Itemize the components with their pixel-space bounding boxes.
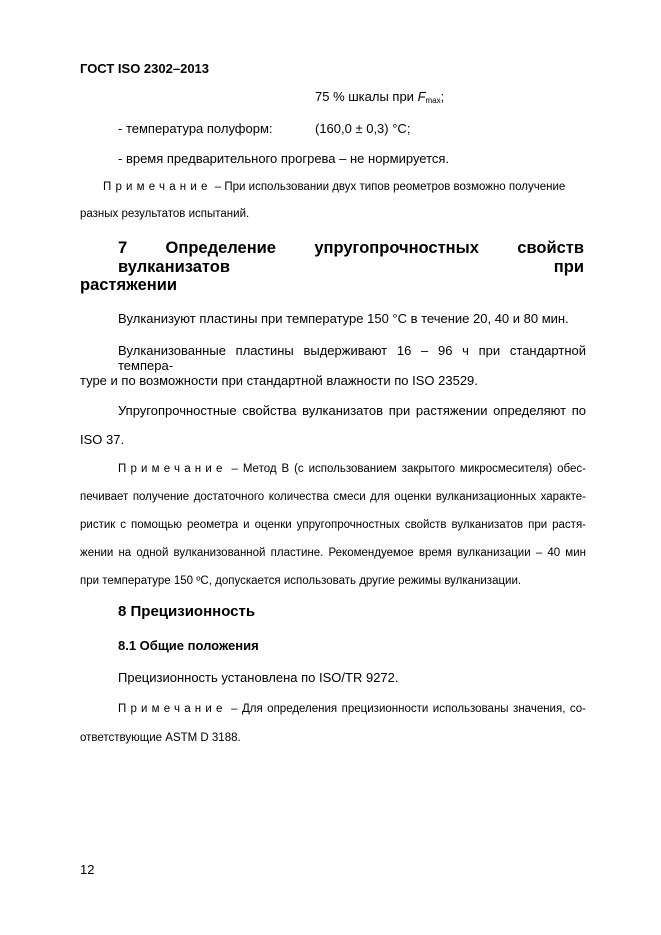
section-8-1-heading: 8.1 Общие положения: [118, 638, 259, 653]
page-number: 12: [80, 862, 95, 877]
section-7-note-text: – Метод В (с использованием закрытого микросмесителя) обес-: [231, 463, 586, 475]
section-8-note-text: – Для определения прецизионности использованы значения, со-: [231, 703, 586, 715]
section-7-paragraph-2: Вулканизованные пластины выдерживают 16 – 96 ч при стандартной темпера-: [118, 343, 586, 373]
section-7-heading-cont: растяжении: [80, 276, 178, 294]
section-7-note-label: Примечание: [118, 463, 227, 475]
scale-line-var: F: [417, 89, 426, 104]
temp-label: - температура полуформ:: [118, 121, 273, 136]
section-7-note-line-5: при температуре 150 ºС, допускается использовать другие режимы вулканизации.: [80, 575, 522, 587]
note-1-text: – При использовании двух типов реометров возможно получение: [214, 181, 566, 193]
section-7-note-line-1: [118, 463, 586, 475]
section-8-paragraph-1: Прецизионность установлена по ISO/TR 9272.: [118, 670, 399, 685]
preheat-text: - время предварительного прогрева – не нормируется.: [118, 151, 450, 166]
section-8-note-line-1: [118, 703, 586, 715]
scale-line-prefix: 75 % шкалы при: [315, 89, 418, 104]
section-7-note-line-3: ристик с помощью реометра и оценки упругопрочностных свойств вулканизатов при растя-: [80, 519, 586, 531]
section-7-note-line-2: печивает получение достаточного количества смеси для оценки вулканизационных характе-: [80, 491, 586, 503]
section-7-paragraph-3: Упругопрочностные свойства вулканизатов при растяжении определяют по: [118, 403, 586, 418]
section-7-paragraph-2-cont: туре и по возможности при стандартной влажности по ISO 23529.: [80, 373, 478, 388]
temp-value: (160,0 ± 0,3) °C;: [315, 121, 411, 136]
section-7-heading: 7 Определение упругопрочностных свойств вулканизатов при: [118, 239, 584, 276]
section-8-heading: 8 Прецизионность: [118, 603, 256, 620]
section-7-paragraph-3-cont: ISO 37.: [80, 432, 125, 447]
section-8-note-label: Примечание: [118, 703, 227, 715]
scale-line-suffix: ;: [440, 89, 445, 104]
section-8-note-line-2: ответствующие ASTM D 3188.: [80, 732, 241, 744]
scale-line-sub: max: [425, 96, 441, 105]
note-1-line-2: разных результатов испытаний.: [80, 208, 250, 220]
note-1-label: Примечание: [103, 181, 212, 193]
scale-line: [315, 89, 444, 105]
section-7-note-line-4: жении на одной вулканизованной пластине. Рекомендуемое время вулканизации – 40 мин: [80, 547, 586, 559]
document-header: ГОСТ ISO 2302–2013: [80, 61, 210, 76]
note-1-line-1: [103, 181, 565, 193]
section-7-paragraph-1: Вулканизуют пластины при температуре 150 °С в течение 20, 40 и 80 мин.: [118, 311, 569, 326]
